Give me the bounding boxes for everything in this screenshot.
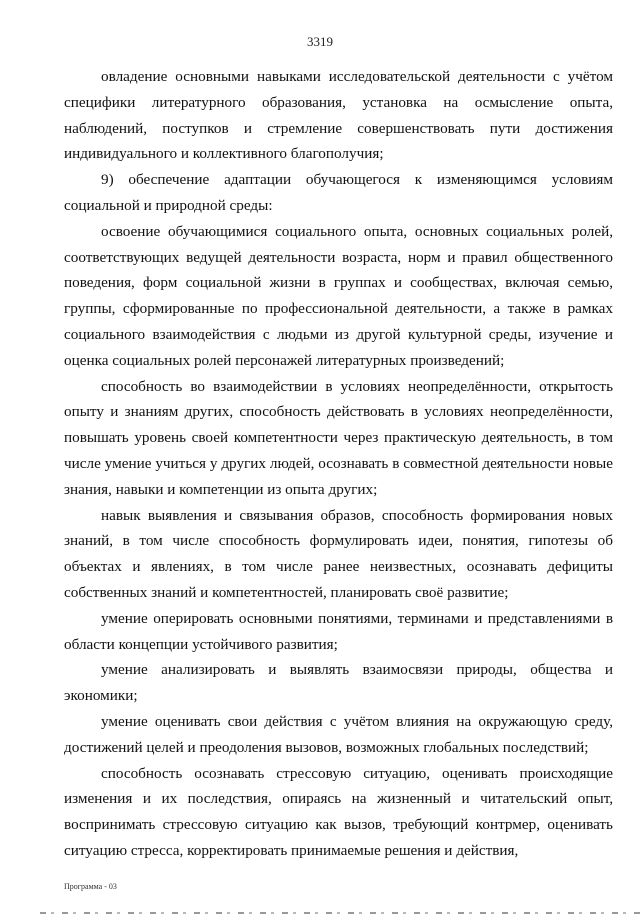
page-footer: Программа - 03 xyxy=(64,882,117,891)
page-number: 3319 xyxy=(307,34,333,49)
paragraph-interrelations: умение анализировать и выявлять взаимосвязи природы, общества и экономики; xyxy=(64,661,613,705)
paragraph-image-linking: навык выявления и связывания образов, способность формирования новых знаний, в том числе способность формулировать идеи, понятия, гипотезы об объектах и явлениях, в том числе ранее неизвестных, осознавать дефициты собственных знаний и компетентностей, планировать своё развитие; xyxy=(64,506,613,601)
paragraph-environment-impact: умение оценивать свои действия с учётом влияния на окружающую среду, достижений целей и преодоления вызовов, возможных глобальных последствий; xyxy=(64,712,613,756)
paragraph-adaptation-heading: 9) обеспечение адаптации обучающегося к изменяющимся условиям социальной и природной среды: xyxy=(64,171,613,214)
document-body xyxy=(64,64,613,864)
paragraph-social-experience: освоение обучающимися социального опыта, основных социальных ролей, соответствующих ведущей деятельности возраста, норм и правил общественного поведения, форм социальной жизни в группах и сообществах, включая семью, группы, сформированные по профессиональной деятельности, а также в рамках социального взаимодействия с людьми из другой культурной среды, изучение и оценка социальных ролей персонажей литературных произведений; xyxy=(64,222,613,369)
paragraph-stress-situation: способность осознавать стрессовую ситуацию, оценивать происходящие изменения и их последствия, опираясь на жизненный и читательский опыт, воспринимать стрессовую ситуацию как вызов, требующий контрмер, оценивать ситуацию стресса, корректировать принимаемые решения и действия, xyxy=(64,764,613,859)
scan-edge-artifact xyxy=(40,912,640,914)
paragraph-research-skills: овладение основными навыками исследовательской деятельности с учётом специфики литературного образования, установка на осмысление опыта, наблюдений, поступков и стремление совершенствовать пути достижения индивидуального и коллективного благополучия; xyxy=(64,68,613,163)
paragraph-uncertainty: способность во взаимодействии в условиях неопределённости, открытость опыту и знаниям других, способность действовать в условиях неопределённости, повышать уровень своей компетентности через практическую деятельность, в том числе умение учиться у других людей, осознавать в совместной деятельности новые знания, навыки и компетенции из опыта других; xyxy=(64,377,613,498)
paragraph-sustainable-development: умение оперировать основными понятиями, терминами и представлениями в области концепции устойчивого развития; xyxy=(64,609,613,653)
